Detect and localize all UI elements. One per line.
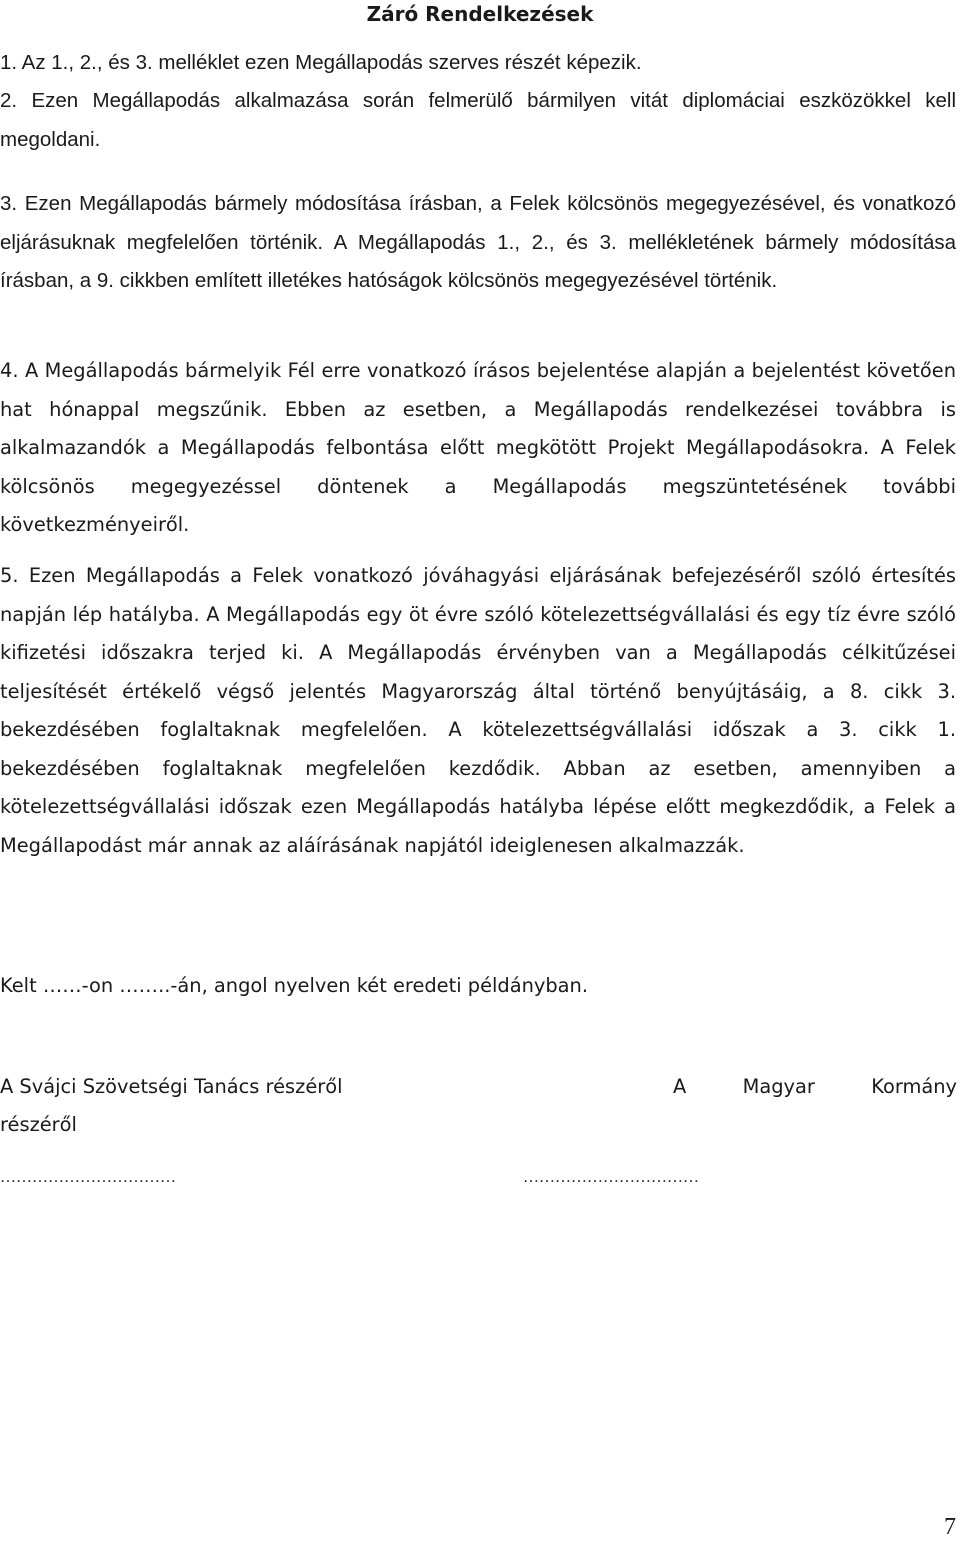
page-number: 7 [944, 1514, 956, 1540]
signature-label-right-continuation: részéről [0, 1113, 77, 1136]
paragraph-4: 4. A Megállapodás bármelyik Fél erre vonatkozó írásos bejelentése alapján a bejelentést követően hat hónappal megszűnik. Ebben az esetben, a Megállapodás rendelkezései továbbra is alkalmazandók a Megállapodás felbontása előtt megkötött Projekt Megállapodásokra. A Felek kölcsönös megegyezéssel döntenek a Megállapodás megszüntetésének további következményeiről. [0, 359, 956, 536]
paragraph-5: 5. Ezen Megállapodás a Felek vonatkozó jóváhagyási eljárásának befejezéséről szóló értesítés napján lép hatályba. A Megállapodás egy öt évre szóló kötelezettségvállalási és egy tíz évre szóló kifizetési időszakra terjed ki. A Megállapodás érvényben van a Megállapodás célkitűzései teljesítését értékelő végső jelentés Magyarország által történő benyújtásáig, a 8. cikk 3. bekezdésében foglaltaknak megfelelően. A kötelezettségvállalási időszak a 3. cikk 1. bekezdésében foglaltaknak megfelelően kezdődik. Abban az esetben, amennyiben a kötelezettségvállalási időszak ezen Megállapodás hatályba lépése előtt megkezdődik, a Felek a Megállapodást már annak az aláírásának napjától ideiglenesen alkalmazzák. [0, 564, 956, 857]
signature-label-right [673, 1068, 957, 1106]
signature-label-left: A Svájci Szövetségi Tanács részéről [0, 1075, 343, 1098]
signature-line-left: …………………………… [0, 1169, 176, 1186]
signature-label-right-word: Magyar [742, 1075, 815, 1098]
page-title: Záró Rendelkezések [366, 2, 594, 26]
signature-line-right: …………………………… [523, 1169, 699, 1186]
paragraph-1: 1. Az 1., 2., és 3. melléklet ezen Megállapodás szerves részét képezik. [0, 51, 642, 74]
paragraph-3: 3. Ezen Megállapodás bármely módosítása írásban, a Felek kölcsönös megegyezésével, és vonatkozó eljárásuknak megfelelően történik. A Megállapodás 1., 2., és 3. mellékletének bármely módosítása írásban, a 9. cikkben említett illetékes hatóságok kölcsönös megegyezésével történik. [0, 192, 956, 292]
signature-label-right-word: Kormány [871, 1075, 957, 1098]
signature-label-right-word: A [673, 1075, 687, 1098]
paragraph-2: 2. Ezen Megállapodás alkalmazása során felmerülő bármilyen vitát diplomáciai eszközökkel kell megoldani. [0, 89, 956, 151]
kelt-line: Kelt ……-on ……..-án, angol nyelven két eredeti példányban. [0, 974, 588, 997]
